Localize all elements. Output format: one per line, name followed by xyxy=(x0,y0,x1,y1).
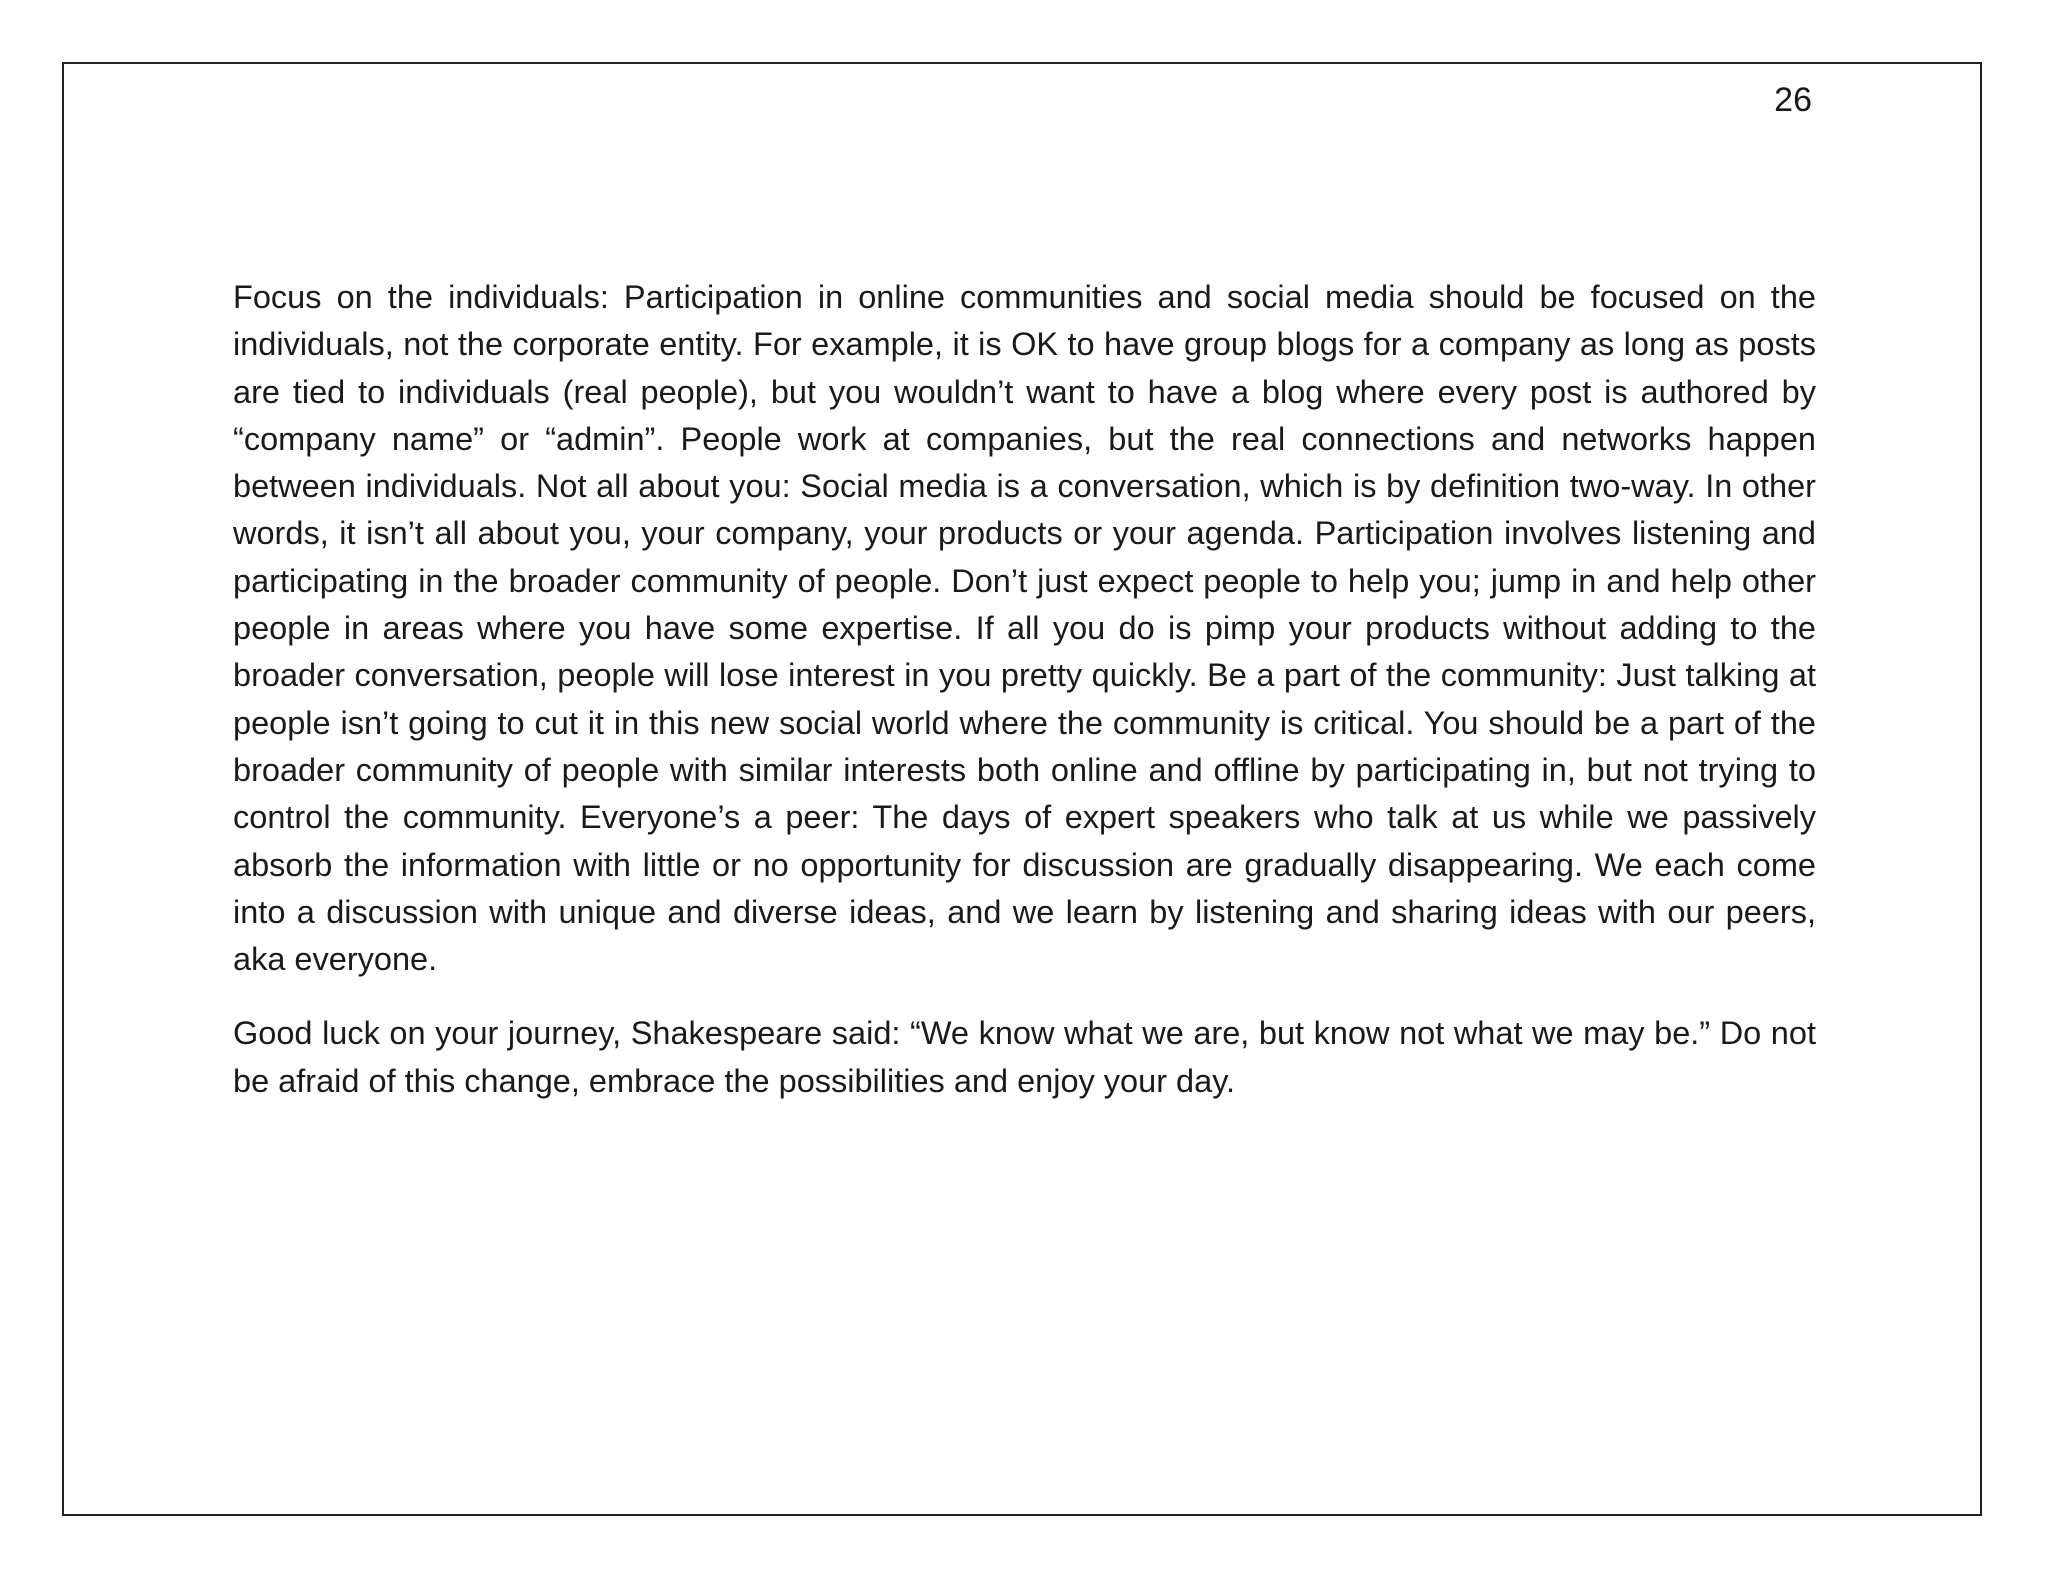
paragraph-social-media-principles: Focus on the individuals: Participation in online communities and social media should be focused on the individuals, not the corporate entity. For example, it is OK to have group blogs for a company as long as posts are tied to individuals (real people), but you wouldn’t want to have a blog where every post is authored by “company name” or “admin”. People work at companies, but the real connections and networks happen between individuals. Not all about you: Social media is a conversation, which is by definition two-way. In other words, it isn’t all about you, your company, your products or your agenda. Participation involves listening and participating in the broader community of people. Don’t just expect people to help you; jump in and help other people in areas where you have some expertise. If all you do is pimp your products without adding to the broader conversation, people will lose interest in you pretty quickly. Be a part of the community: Just talking at people isn’t going to cut it in this new social world where the community is critical. You should be a part of the broader community of people with similar interests both online and offline by participating in, but not trying to control the community. Everyone’s a peer: The days of expert speakers who talk at us while we passively absorb the information with little or no opportunity for discussion are gradually disappearing. We each come into a discussion with unique and diverse ideas, and we learn by listening and sharing ideas with our peers, aka everyone. xyxy=(233,279,1816,978)
page-frame xyxy=(62,62,1982,1516)
paragraph-closing: Good luck on your journey, Shakespeare said: “We know what we are, but know not what we may be.” Do not be afraid of this change, embrace the possibilities and enjoy your day. xyxy=(233,1015,1816,1099)
body-text xyxy=(233,274,1816,1105)
page-number: 26 xyxy=(1774,81,1812,119)
